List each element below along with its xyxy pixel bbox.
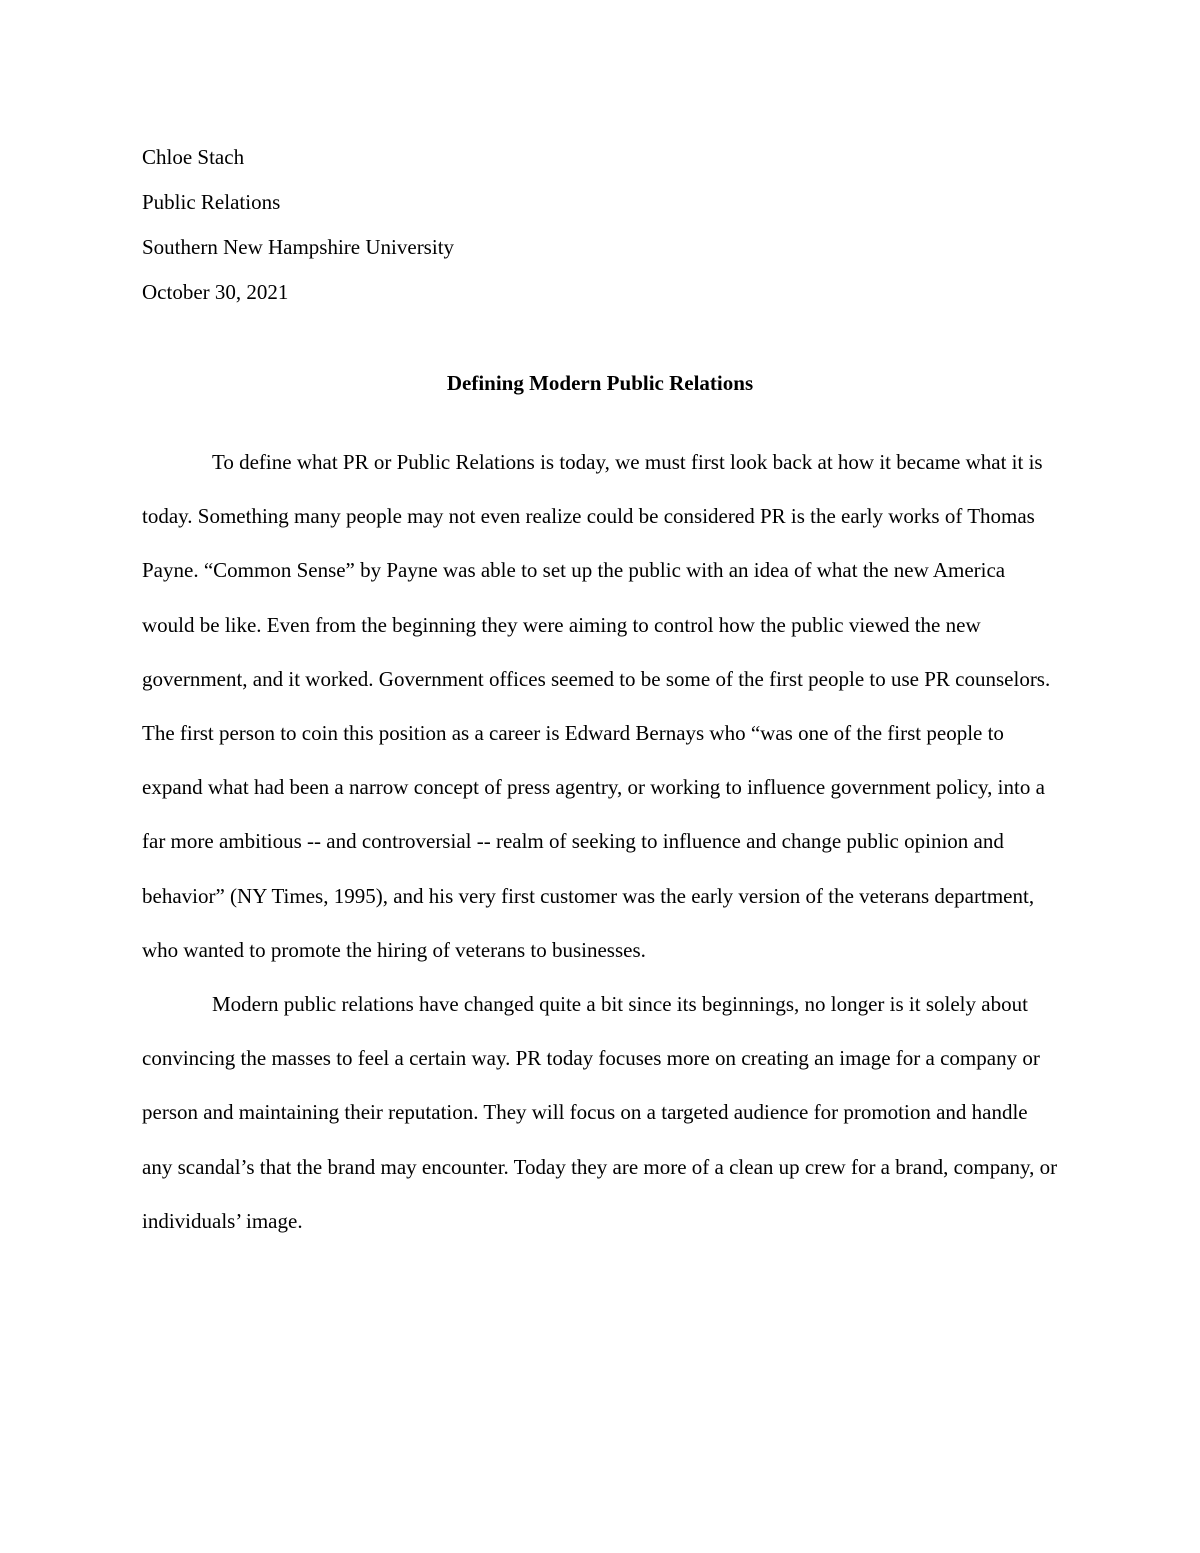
heading-block — [142, 142, 454, 322]
document-date: October 30, 2021 — [142, 280, 289, 304]
course-name: Public Relations — [142, 190, 281, 214]
author-name: Chloe Stach — [142, 145, 245, 169]
body-paragraph-1: To define what PR or Public Relations is today, we must first look back at how it became what it is today. Something many people may not even realize could be considered PR is the early works of Thomas Payne. “Common Sense” by Payne was able to set up the public with an idea of what the new America would be like. Even from the beginning they were aiming to control how the public viewed the new government, and it worked. Government offices seemed to be some of the first people to use PR counselors. The first person to coin this position as a career is Edward Bernays who “was one of the first people to expand what had been a narrow concept of press agentry, or working to influence government policy, into a far more ambitious -- and controversial -- realm of seeking to influence and change public opinion and behavior” (NY Times, 1995), and his very first customer was the early version of the veterans department, who wanted to promote the hiring of veterans to businesses. — [142, 450, 1051, 962]
document-title: Defining Modern Public Relations — [446, 371, 754, 395]
body-paragraph-2: Modern public relations have changed quite a bit since its beginnings, no longer is it solely about convincing the masses to feel a certain way. PR today focuses more on creating an image for a company or person and maintaining their reputation. They will focus on a targeted audience for promotion and handle any scandal’s that the brand may encounter. Today they are more of a clean up crew for a brand, company, or individuals’ image. — [142, 992, 1058, 1233]
institution-name: Southern New Hampshire University — [142, 235, 455, 259]
document-body — [142, 435, 1060, 1248]
